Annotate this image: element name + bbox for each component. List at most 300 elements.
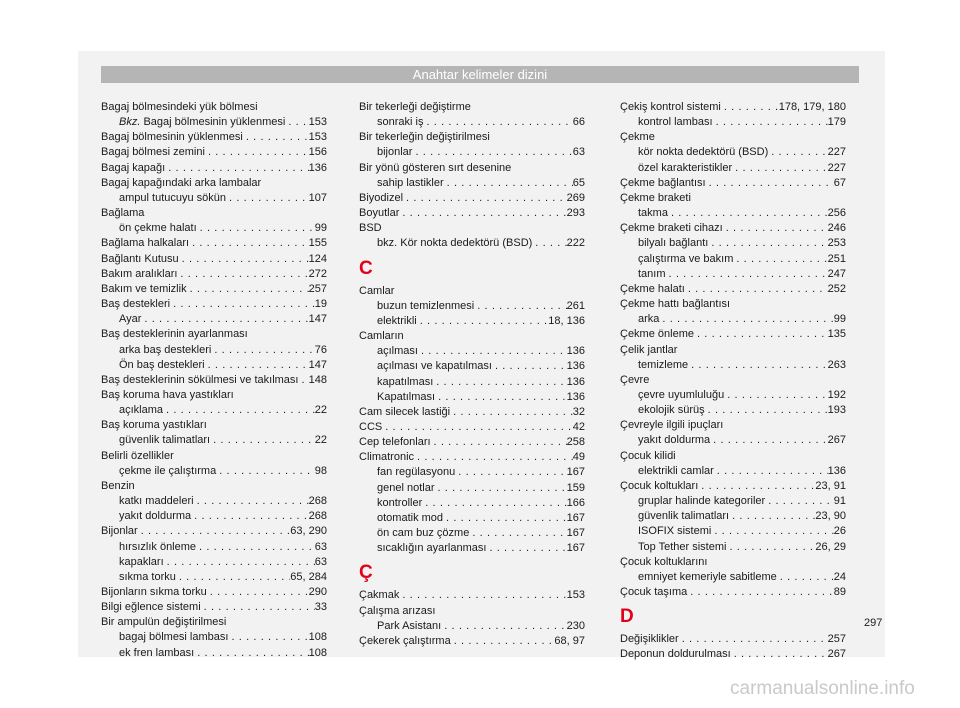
entry-term: arka baş destekleri — [119, 343, 212, 356]
dot-leader — [450, 405, 573, 420]
entry-pages: 230 — [566, 619, 585, 632]
index-subentry — [101, 540, 327, 555]
index-entry — [359, 450, 585, 465]
index-heading: BSD — [359, 222, 382, 235]
index-entry — [620, 647, 846, 662]
index-subentry — [101, 191, 327, 206]
entry-pages: 263 — [827, 358, 846, 371]
entry-term: Çekme önleme — [620, 328, 694, 341]
index-heading: Çekme braketi — [620, 191, 691, 204]
entry-pages: 247 — [827, 267, 846, 280]
entry-term: ön çekme halatı — [119, 222, 197, 235]
index-heading: Çekme — [620, 131, 655, 144]
dot-leader — [713, 115, 828, 130]
entry-term: Bagaj bölmesi zemini — [101, 146, 205, 159]
dot-leader — [176, 570, 290, 585]
entry-pages: 63 — [314, 540, 327, 553]
index-entry — [359, 206, 585, 221]
index-entry — [620, 327, 846, 342]
index-entry — [101, 524, 327, 539]
entry-term: güvenlik talimatları — [119, 434, 211, 447]
index-entry — [359, 634, 585, 649]
index-subentry — [101, 555, 327, 570]
entry-pages: 18, 136 — [548, 314, 585, 327]
index-heading: Baş koruma yastıkları — [101, 419, 207, 432]
dot-leader — [731, 647, 828, 662]
entry-pages: 167 — [566, 466, 585, 479]
entry-pages: 167 — [566, 511, 585, 524]
dot-leader — [177, 267, 308, 282]
dot-leader — [211, 343, 314, 358]
index-subentry — [620, 570, 846, 585]
index-subentry — [620, 115, 846, 130]
index-heading: Belirli özellikler — [101, 449, 174, 462]
entry-pages: 269 — [566, 191, 585, 204]
dot-leader — [688, 358, 828, 373]
entry-pages: 256 — [827, 207, 846, 220]
entry-term: ampul tutucuyu sökün — [119, 191, 227, 204]
index-heading: Çalışma arızası — [359, 604, 436, 617]
index-subentry — [359, 619, 585, 634]
entry-pages: 136 — [566, 345, 585, 358]
index-subentry — [359, 496, 585, 511]
dot-leader — [205, 145, 309, 160]
index-entry — [101, 600, 327, 615]
entry-term: Baş desteklerinin sökülmesi ve takılması — [101, 373, 299, 386]
entry-pages: 222 — [566, 237, 585, 250]
index-entry — [359, 420, 585, 435]
index-heading: Çevre — [620, 373, 650, 386]
entry-pages: 293 — [566, 207, 585, 220]
index-column-1 — [101, 100, 327, 661]
dot-leader — [706, 176, 834, 191]
entry-pages: 66 — [572, 116, 585, 129]
page-number: 297 — [864, 617, 883, 629]
entry-pages: 153 — [308, 131, 327, 144]
entry-term: Çakmak — [359, 589, 400, 602]
entry-pages: 19 — [314, 298, 327, 311]
entry-term: buzun temizlenmesi — [377, 299, 475, 312]
index-entry — [101, 267, 327, 282]
index-heading: Bir tekerleği değiştirme — [359, 101, 471, 113]
index-subentry — [359, 236, 585, 251]
dot-leader — [687, 585, 834, 600]
section-letter: Ç — [359, 562, 373, 584]
entry-term: sonraki iş — [377, 116, 424, 129]
dot-leader — [138, 524, 291, 539]
index-subentry — [101, 630, 327, 645]
index-entry — [359, 588, 585, 603]
dot-leader — [724, 388, 827, 403]
entry-pages: 179 — [827, 116, 846, 129]
entry-term: ekolojik sürüş — [638, 404, 705, 417]
entry-pages: 67 — [833, 176, 846, 189]
dot-leader — [191, 509, 308, 524]
index-subentry — [620, 403, 846, 418]
index-subentry — [620, 540, 846, 555]
dot-leader — [431, 435, 567, 450]
entry-term: kapakları — [119, 555, 164, 568]
entry-pages: 268 — [308, 510, 327, 523]
index-subentry — [620, 524, 846, 539]
index-column-3 — [620, 100, 846, 662]
index-heading: Benzin — [101, 479, 135, 492]
dot-leader — [201, 600, 315, 615]
entry-pages: 33 — [314, 601, 327, 614]
index-subentry — [359, 541, 585, 556]
index-entry — [101, 161, 327, 176]
dot-leader — [714, 464, 828, 479]
entry-term: özel karakteristikler — [638, 161, 733, 174]
entry-pages: 253 — [827, 237, 846, 250]
dot-leader — [705, 403, 828, 418]
dot-leader — [679, 632, 828, 647]
index-heading: Camlar — [359, 284, 395, 297]
entry-term: Çekiş kontrol sistemi — [620, 101, 721, 113]
dot-leader — [423, 115, 572, 130]
entry-term: Değişiklikler — [620, 633, 679, 646]
index-heading: Bagaj bölmesindeki yük bölmesi — [101, 101, 258, 113]
dot-leader — [412, 145, 572, 160]
entry-pages: 156 — [308, 146, 327, 159]
dot-leader — [443, 511, 567, 526]
index-subentry — [101, 433, 327, 448]
dot-leader — [668, 206, 828, 221]
entry-term: Bakım ve temizlik — [101, 282, 187, 295]
index-heading: Çekme hattı bağlantısı — [620, 298, 731, 311]
dot-leader — [226, 191, 309, 206]
index-subentry — [101, 343, 327, 358]
index-entry — [101, 130, 327, 145]
entry-pages: 136 — [308, 161, 327, 174]
dot-leader — [435, 481, 567, 496]
dot-leader — [189, 236, 309, 251]
entry-term: tanım — [638, 267, 666, 280]
index-subentry — [620, 509, 846, 524]
dot-leader — [532, 236, 566, 251]
entry-term: Boyutlar — [359, 207, 400, 220]
dot-leader — [492, 359, 567, 374]
index-entry — [101, 236, 327, 251]
entry-term: Cam silecek lastiği — [359, 405, 451, 418]
dot-leader — [417, 314, 549, 329]
entry-term: elektrikli — [377, 314, 417, 327]
entry-pages: 135 — [827, 328, 846, 341]
dot-leader — [399, 206, 566, 221]
entry-pages: 159 — [566, 481, 585, 494]
index-subentry — [620, 464, 846, 479]
index-entry — [101, 373, 327, 388]
entry-pages: 136 — [827, 464, 846, 477]
index-entry — [620, 221, 846, 236]
entry-pages: 63, 290 — [290, 525, 327, 538]
entry-pages: 257 — [308, 282, 327, 295]
dot-leader — [170, 297, 315, 312]
entry-pages: 63 — [572, 146, 585, 159]
entry-pages: 153 — [308, 116, 327, 129]
index-subentry — [101, 464, 327, 479]
entry-term: Çekme halatı — [620, 282, 685, 295]
index-entry — [620, 176, 846, 191]
entry-term: açılması — [377, 345, 418, 358]
index-subentry — [101, 312, 327, 327]
dot-leader — [486, 541, 566, 556]
entry-pages: 22 — [314, 434, 327, 447]
index-entry — [101, 282, 327, 297]
entry-pages: 42 — [572, 420, 585, 433]
entry-term: arka — [638, 313, 660, 326]
index-subentry — [620, 433, 846, 448]
entry-term: Çekerek çalıştırma — [359, 634, 451, 647]
dot-leader — [721, 100, 779, 115]
dot-leader — [422, 496, 566, 511]
entry-term: temizleme — [638, 358, 689, 371]
dot-leader — [216, 464, 315, 479]
index-subentry — [101, 115, 327, 130]
index-entry — [101, 252, 327, 267]
index-subentry — [101, 221, 327, 236]
dot-leader — [418, 344, 567, 359]
dot-leader — [164, 555, 315, 570]
entry-term: Çocuk taşıma — [620, 586, 688, 598]
dot-leader — [165, 161, 308, 176]
entry-pages: 192 — [827, 388, 846, 401]
entry-term: Kapatılması — [377, 390, 436, 403]
watermark: carmanualsonline.info — [730, 678, 915, 699]
dot-leader — [285, 115, 308, 130]
dot-leader — [729, 509, 815, 524]
entry-pages: 257 — [827, 633, 846, 646]
entry-pages: 49 — [572, 451, 585, 464]
entry-term: çekme ile çalıştırma — [119, 464, 217, 477]
entry-term: fan regülasyonu — [377, 466, 456, 479]
entry-prefix: Bkz. — [119, 116, 141, 129]
dot-leader — [433, 375, 566, 390]
dot-leader — [765, 494, 834, 509]
entry-term: Bağlama halkaları — [101, 237, 190, 250]
entry-term: Biyodizel — [359, 191, 404, 204]
index-subentry — [101, 570, 327, 585]
dot-leader — [197, 221, 315, 236]
entry-term: yakıt doldurma — [119, 510, 192, 523]
dot-leader — [659, 312, 833, 327]
index-entry — [620, 282, 846, 297]
entry-term: Bağlantı Kutusu — [101, 252, 179, 265]
index-subentry — [359, 176, 585, 191]
entry-term: Ön baş destekleri — [119, 358, 205, 371]
entry-term — [119, 115, 285, 130]
index-heading: Çocuk koltuklarını — [620, 555, 708, 568]
dot-leader — [444, 176, 573, 191]
entry-pages: 147 — [308, 313, 327, 326]
entry-pages: 23, 90 — [815, 510, 846, 523]
index-subentry — [620, 206, 846, 221]
entry-pages: 22 — [314, 404, 327, 417]
dot-leader — [210, 433, 315, 448]
index-subentry — [359, 511, 585, 526]
entry-term: Bijonlar — [101, 525, 138, 538]
entry-pages: 65 — [572, 176, 585, 189]
entry-pages: 267 — [827, 648, 846, 661]
index-subentry — [620, 161, 846, 176]
index-entry — [101, 585, 327, 600]
dot-leader — [694, 327, 828, 342]
dot-leader — [207, 585, 309, 600]
index-heading: Bağlama — [101, 207, 145, 220]
index-heading: Çelik jantlar — [620, 343, 678, 356]
entry-pages: 63 — [314, 555, 327, 568]
entry-term: Çekme bağlantısı — [620, 176, 706, 189]
index-entry — [359, 191, 585, 206]
entry-term: çevre uyumluluğu — [638, 388, 725, 401]
dot-leader — [187, 282, 309, 297]
index-entry — [101, 297, 327, 312]
entry-term: kontrol lambası — [638, 116, 713, 129]
entry-pages: 99 — [833, 313, 846, 326]
index-subentry — [101, 646, 327, 661]
entry-term: sahip lastikler — [377, 176, 444, 189]
dot-leader — [243, 130, 309, 145]
entry-pages: 108 — [308, 646, 327, 659]
entry-term: sıkma torku — [119, 570, 176, 583]
dot-leader — [723, 221, 828, 236]
entry-term: Ayar — [119, 313, 142, 326]
index-subentry — [359, 344, 585, 359]
index-subentry — [101, 494, 327, 509]
index-heading: Baş desteklerinin ayarlanması — [101, 328, 248, 341]
index-subentry — [101, 403, 327, 418]
entry-pages: 227 — [827, 146, 846, 159]
entry-term: sıcaklığın ayarlanması — [377, 542, 487, 555]
entry-term: Bagaj bölmesinin yüklenmesi — [101, 131, 243, 144]
index-subentry — [359, 375, 585, 390]
index-subentry — [620, 358, 846, 373]
entry-pages: 252 — [827, 282, 846, 295]
entry-term: çalıştırma ve bakım — [638, 252, 734, 265]
entry-pages: 148 — [308, 373, 327, 386]
index-subentry — [620, 145, 846, 160]
entry-pages: 108 — [308, 631, 327, 644]
entry-term: otomatik mod — [377, 511, 444, 524]
entry-term: kapatılması — [377, 375, 434, 388]
index-subentry — [620, 388, 846, 403]
entry-term: açıklama — [119, 404, 164, 417]
section-letter: C — [359, 257, 373, 279]
entry-term: Çocuk koltukları — [620, 479, 699, 492]
index-subentry — [620, 494, 846, 509]
entry-term: ek fren lambası — [119, 646, 195, 659]
dot-leader — [474, 299, 566, 314]
index-heading: Bagaj kapağındaki arka lambalar — [101, 176, 262, 189]
entry-term-text: Bagaj bölmesinin yüklenmesi — [140, 116, 286, 129]
dot-leader — [685, 282, 828, 297]
entry-pages: 155 — [308, 237, 327, 250]
entry-term: Top Tether sistemi — [638, 540, 727, 553]
index-subentry — [101, 509, 327, 524]
index-subentry — [359, 314, 585, 329]
dot-leader — [441, 619, 566, 634]
index-entry — [620, 585, 846, 600]
index-entry — [359, 435, 585, 450]
index-heading: Çocuk kilidi — [620, 449, 676, 462]
dot-leader — [469, 526, 566, 541]
dot-leader — [399, 588, 566, 603]
entry-term: ISOFIX sistemi — [638, 525, 712, 538]
index-heading: Camların — [359, 330, 404, 343]
index-subentry — [620, 252, 846, 267]
index-entry — [620, 479, 846, 494]
dot-leader — [228, 630, 308, 645]
entry-pages: 167 — [566, 542, 585, 555]
entry-term: Çekme braketi cihazı — [620, 222, 723, 235]
dot-leader — [163, 403, 315, 418]
entry-pages: 258 — [566, 436, 585, 449]
dot-leader — [194, 494, 309, 509]
entry-term: elektrikli camlar — [638, 464, 714, 477]
entry-pages: 153 — [566, 589, 585, 602]
entry-term: bijonlar — [377, 146, 413, 159]
entry-pages: 32 — [572, 405, 585, 418]
entry-term: katkı maddeleri — [119, 495, 194, 508]
entry-pages: 68, 97 — [554, 634, 585, 647]
entry-pages: 26, 29 — [815, 540, 846, 553]
dot-leader — [194, 646, 308, 661]
dot-leader — [435, 390, 567, 405]
dot-leader — [455, 465, 566, 480]
entry-pages: 136 — [566, 375, 585, 388]
index-subentry — [620, 312, 846, 327]
dot-leader — [179, 252, 309, 267]
entry-pages: 227 — [827, 161, 846, 174]
entry-term: takma — [638, 207, 668, 220]
dot-leader — [733, 252, 827, 267]
entry-term: kontroller — [377, 496, 423, 509]
index-subentry — [359, 526, 585, 541]
entry-term: Deponun doldurulması — [620, 648, 731, 661]
entry-term: hırsızlık önleme — [119, 540, 197, 553]
index-heading: Çevreyle ilgili ipuçları — [620, 419, 724, 432]
dot-leader — [768, 145, 827, 160]
entry-term: güvenlik talimatları — [638, 510, 730, 523]
page-header: Anahtar kelimeler dizini — [101, 66, 859, 83]
section-letter: D — [620, 606, 634, 628]
index-subentry — [359, 145, 585, 160]
entry-pages: 24 — [833, 570, 846, 583]
index-subentry — [359, 465, 585, 480]
index-heading: Bir yönü gösteren sırt desenine — [359, 161, 512, 174]
entry-pages: 124 — [308, 252, 327, 265]
entry-term: Cep telefonları — [359, 436, 431, 449]
entry-term: Bijonların sıkma torku — [101, 586, 207, 598]
entry-pages: 167 — [566, 527, 585, 540]
index-subentry — [620, 236, 846, 251]
index-entry — [359, 405, 585, 420]
dot-leader — [710, 433, 827, 448]
entry-term: açılması ve kapatılması — [377, 360, 492, 373]
dot-leader — [414, 450, 573, 465]
dot-leader — [777, 570, 834, 585]
entry-term: yakıt doldurma — [638, 434, 711, 447]
entry-pages: 290 — [308, 586, 327, 598]
entry-term: bkz. Kör nokta dedektörü (BSD) — [377, 237, 533, 250]
dot-leader — [141, 312, 308, 327]
entry-pages: 193 — [827, 404, 846, 417]
entry-term: ön cam buz çözme — [377, 527, 470, 540]
index-subentry — [620, 267, 846, 282]
entry-term: bilyalı bağlantı — [638, 237, 709, 250]
dot-leader — [196, 540, 315, 555]
entry-pages: 89 — [833, 586, 846, 598]
